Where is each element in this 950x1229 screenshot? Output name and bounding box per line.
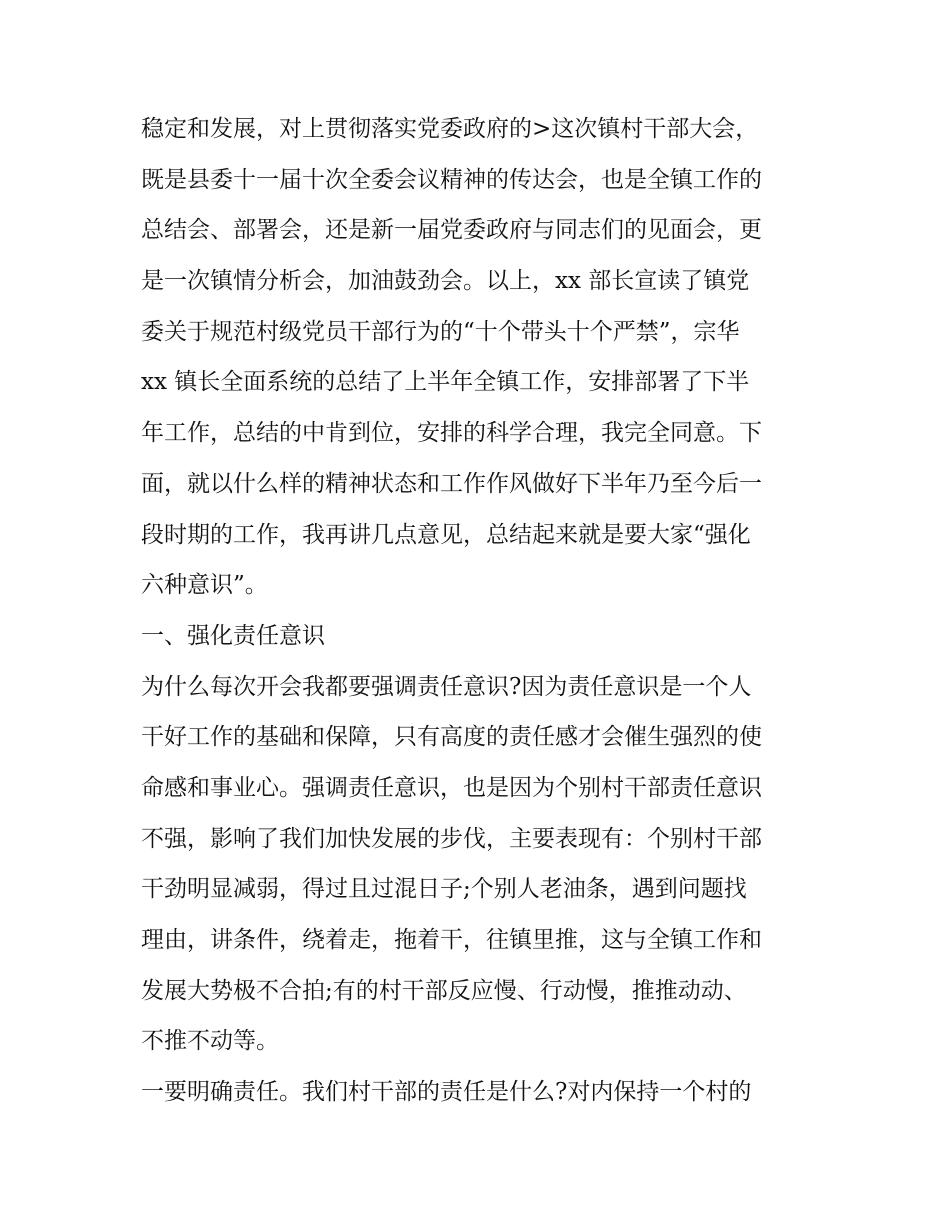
text-line: 理由，讲条件，绕着走，拖着干，往镇里推，这与全镇工作和: [141, 927, 762, 953]
text-line: 为什么每次开会我都要强调责任意识?因为责任意识是一个人: [141, 673, 752, 700]
text-line: 干好工作的基础和保障，只有高度的责任感才会催生强烈的使: [141, 724, 762, 751]
section-heading: 一、强化责任意识: [141, 622, 325, 649]
text-line: 六种意识”。: [141, 572, 268, 599]
text-line: 不推不动等。: [141, 1028, 279, 1055]
document-body: [141, 104, 821, 1118]
text-line: 总结会、部署会，还是新一届党委政府与同志们的见面会，更: [141, 217, 762, 244]
text-line: 是一次镇情分析会，加油鼓劲会。以上，xx 部长宣读了镇党: [141, 268, 750, 295]
text-line: 年工作，总结的中肯到位，安排的科学合理，我完全同意。下: [141, 420, 762, 447]
text-line: 命感和事业心。强调责任意识，也是因为个别村干部责任意识: [141, 774, 762, 801]
text-line: 不强，影响了我们加快发展的步伐，主要表现有：个别村干部: [141, 825, 762, 852]
text-line: 委关于规范村级党员干部行为的“十个带头十个严禁”，宗华: [141, 318, 740, 345]
text-line: 面，就以什么样的精神状态和工作作风做好下半年乃至今后一: [141, 470, 762, 497]
text-line: 既是县委十一届十次全委会议精神的传达会，也是全镇工作的: [141, 166, 762, 193]
text-line: 发展大势极不合拍;有的村干部反应慢、行动慢，推推动动、: [141, 977, 747, 1004]
text-line: xx 镇长全面系统的总结了上半年全镇工作，安排部署了下半: [141, 369, 750, 396]
text-line: 稳定和发展，对上贯彻落实党委政府的>这次镇村干部大会，: [141, 116, 759, 142]
text-line: 干劲明显减弱，得过且过混日子;个别人老油条，遇到问题找: [141, 876, 747, 903]
text-line: 段时期的工作，我再讲几点意见，总结起来就是要大家“强化: [141, 521, 751, 548]
text-line: 一要明确责任。我们村干部的责任是什么?对内保持一个村的: [141, 1079, 752, 1106]
